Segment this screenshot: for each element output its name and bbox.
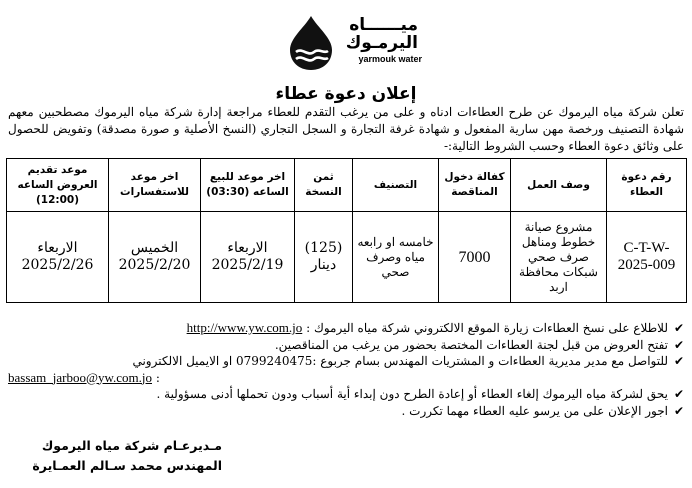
table-row xyxy=(7,212,687,303)
header-classification: التصنيف xyxy=(353,159,439,212)
list-item xyxy=(8,403,684,420)
cell-description: مشروع صيانة خطوط ومناهل صرف صحي شبكات محافظة اربد xyxy=(511,212,607,303)
checkmark-icon: ✔ xyxy=(673,387,684,401)
table-header-row xyxy=(7,159,687,212)
sale-deadline-day: الاربعاء xyxy=(227,240,268,256)
email-suffix: : xyxy=(155,370,160,385)
notes-list xyxy=(8,320,684,419)
email-link[interactable]: bassam_jarboo@yw.com.jo xyxy=(8,369,152,385)
submission-day: الاربعاء xyxy=(37,240,78,256)
logo-english-name: yarmouk water xyxy=(358,54,422,64)
note-cancel-right: يحق لشركة مياه اليرموك إلغاء العطاء أو إعادة الطرح دون إبداء أية أسباب ودون تحملها أدنى مسؤولية . xyxy=(156,387,668,401)
cell-bond: 7000 xyxy=(439,212,511,303)
list-item xyxy=(8,320,684,337)
header-price: ثمن النسخة xyxy=(295,159,353,212)
cell-inquiry-deadline xyxy=(109,212,201,303)
intro-paragraph: تعلن شركة مياه اليرموك عن طرح العطاءات ادناه و على من يرغب التقدم للعطاء مراجعة إدارة شركة مياه اليرموك مصطحبين معهم شهادة التصنيف ورخصة مهن سارية المفعول و شهادة غرفة التجارة و السجل التجاري (النسخ الأصلية و صورة مصدقة) وتفويض للحصول على وثائق دعوة العطاء وحسب الشروط التالية:- xyxy=(8,105,685,153)
tender-table xyxy=(6,158,687,303)
sale-deadline-date: 2025/2/19 xyxy=(211,257,284,273)
inquiry-deadline-date: 2025/2/20 xyxy=(118,257,191,273)
checkmark-icon: ✔ xyxy=(673,403,684,418)
water-drop-logo-icon xyxy=(284,14,338,72)
checkmark-icon: ✔ xyxy=(673,337,684,352)
checkmark-icon: ✔ xyxy=(673,354,684,368)
submission-date: 2025/2/26 xyxy=(21,257,94,273)
email-line xyxy=(8,370,668,387)
cell-sale-deadline xyxy=(201,212,295,303)
signature-title: مـديرعـام شركة مياه اليرموك xyxy=(41,438,222,453)
page-title: إعلان دعوة عطاء xyxy=(275,84,417,104)
note-contact: للتواصل مع مدير مديرية العطاءات و المشتريات المهندس بسام جربوع :0799240475 او الايميل الالكتروني xyxy=(132,354,668,368)
cell-price: (125) دينار xyxy=(295,212,353,303)
inquiry-deadline-day: الخميس xyxy=(130,240,179,256)
cell-classification: خامسه او رابعه مياه وصرف صحي xyxy=(353,212,439,303)
list-item xyxy=(8,386,684,403)
header-submission: موعد تقديم العروض الساعه (12:00) xyxy=(7,159,109,212)
header-tender-no: رقم دعوة العطاء xyxy=(607,159,687,212)
signature-name: المهندس محمد سـالم العمـايرة xyxy=(32,458,222,473)
yarmouk-water-logo xyxy=(284,14,444,76)
cell-submission xyxy=(7,212,109,303)
header-description: وصف العمل xyxy=(511,159,607,212)
header-bond: كفالة دخول المناقصة xyxy=(439,159,511,212)
header-sale-deadline: اخر موعد للبيع الساعه (03:30) xyxy=(201,159,295,212)
signature-block xyxy=(22,436,222,476)
list-item xyxy=(8,337,684,354)
website-link[interactable]: http://www.yw.com.jo xyxy=(186,320,303,335)
list-item xyxy=(8,353,684,386)
logo-arabic-name: ميــــــاه اليرمـوك xyxy=(345,15,418,53)
header-inquiry-deadline: اخر موعد للاستفسارات xyxy=(109,159,201,212)
cell-tender-no: C-T-W-2025-009 xyxy=(607,212,687,303)
note-opening: تفتح العروض من قبل لجنة العطاءات المختصة بحضور من يرغب من المناقصين. xyxy=(274,337,668,352)
note-ad-fees: اجور الإعلان على من يرسو عليه العطاء مهما تكررت . xyxy=(401,403,668,418)
note-website-text: للاطلاع على نسخ العطاءات زيارة الموقع الالكتروني شركة مياه اليرموك : xyxy=(306,321,668,335)
checkmark-icon: ✔ xyxy=(673,321,684,335)
